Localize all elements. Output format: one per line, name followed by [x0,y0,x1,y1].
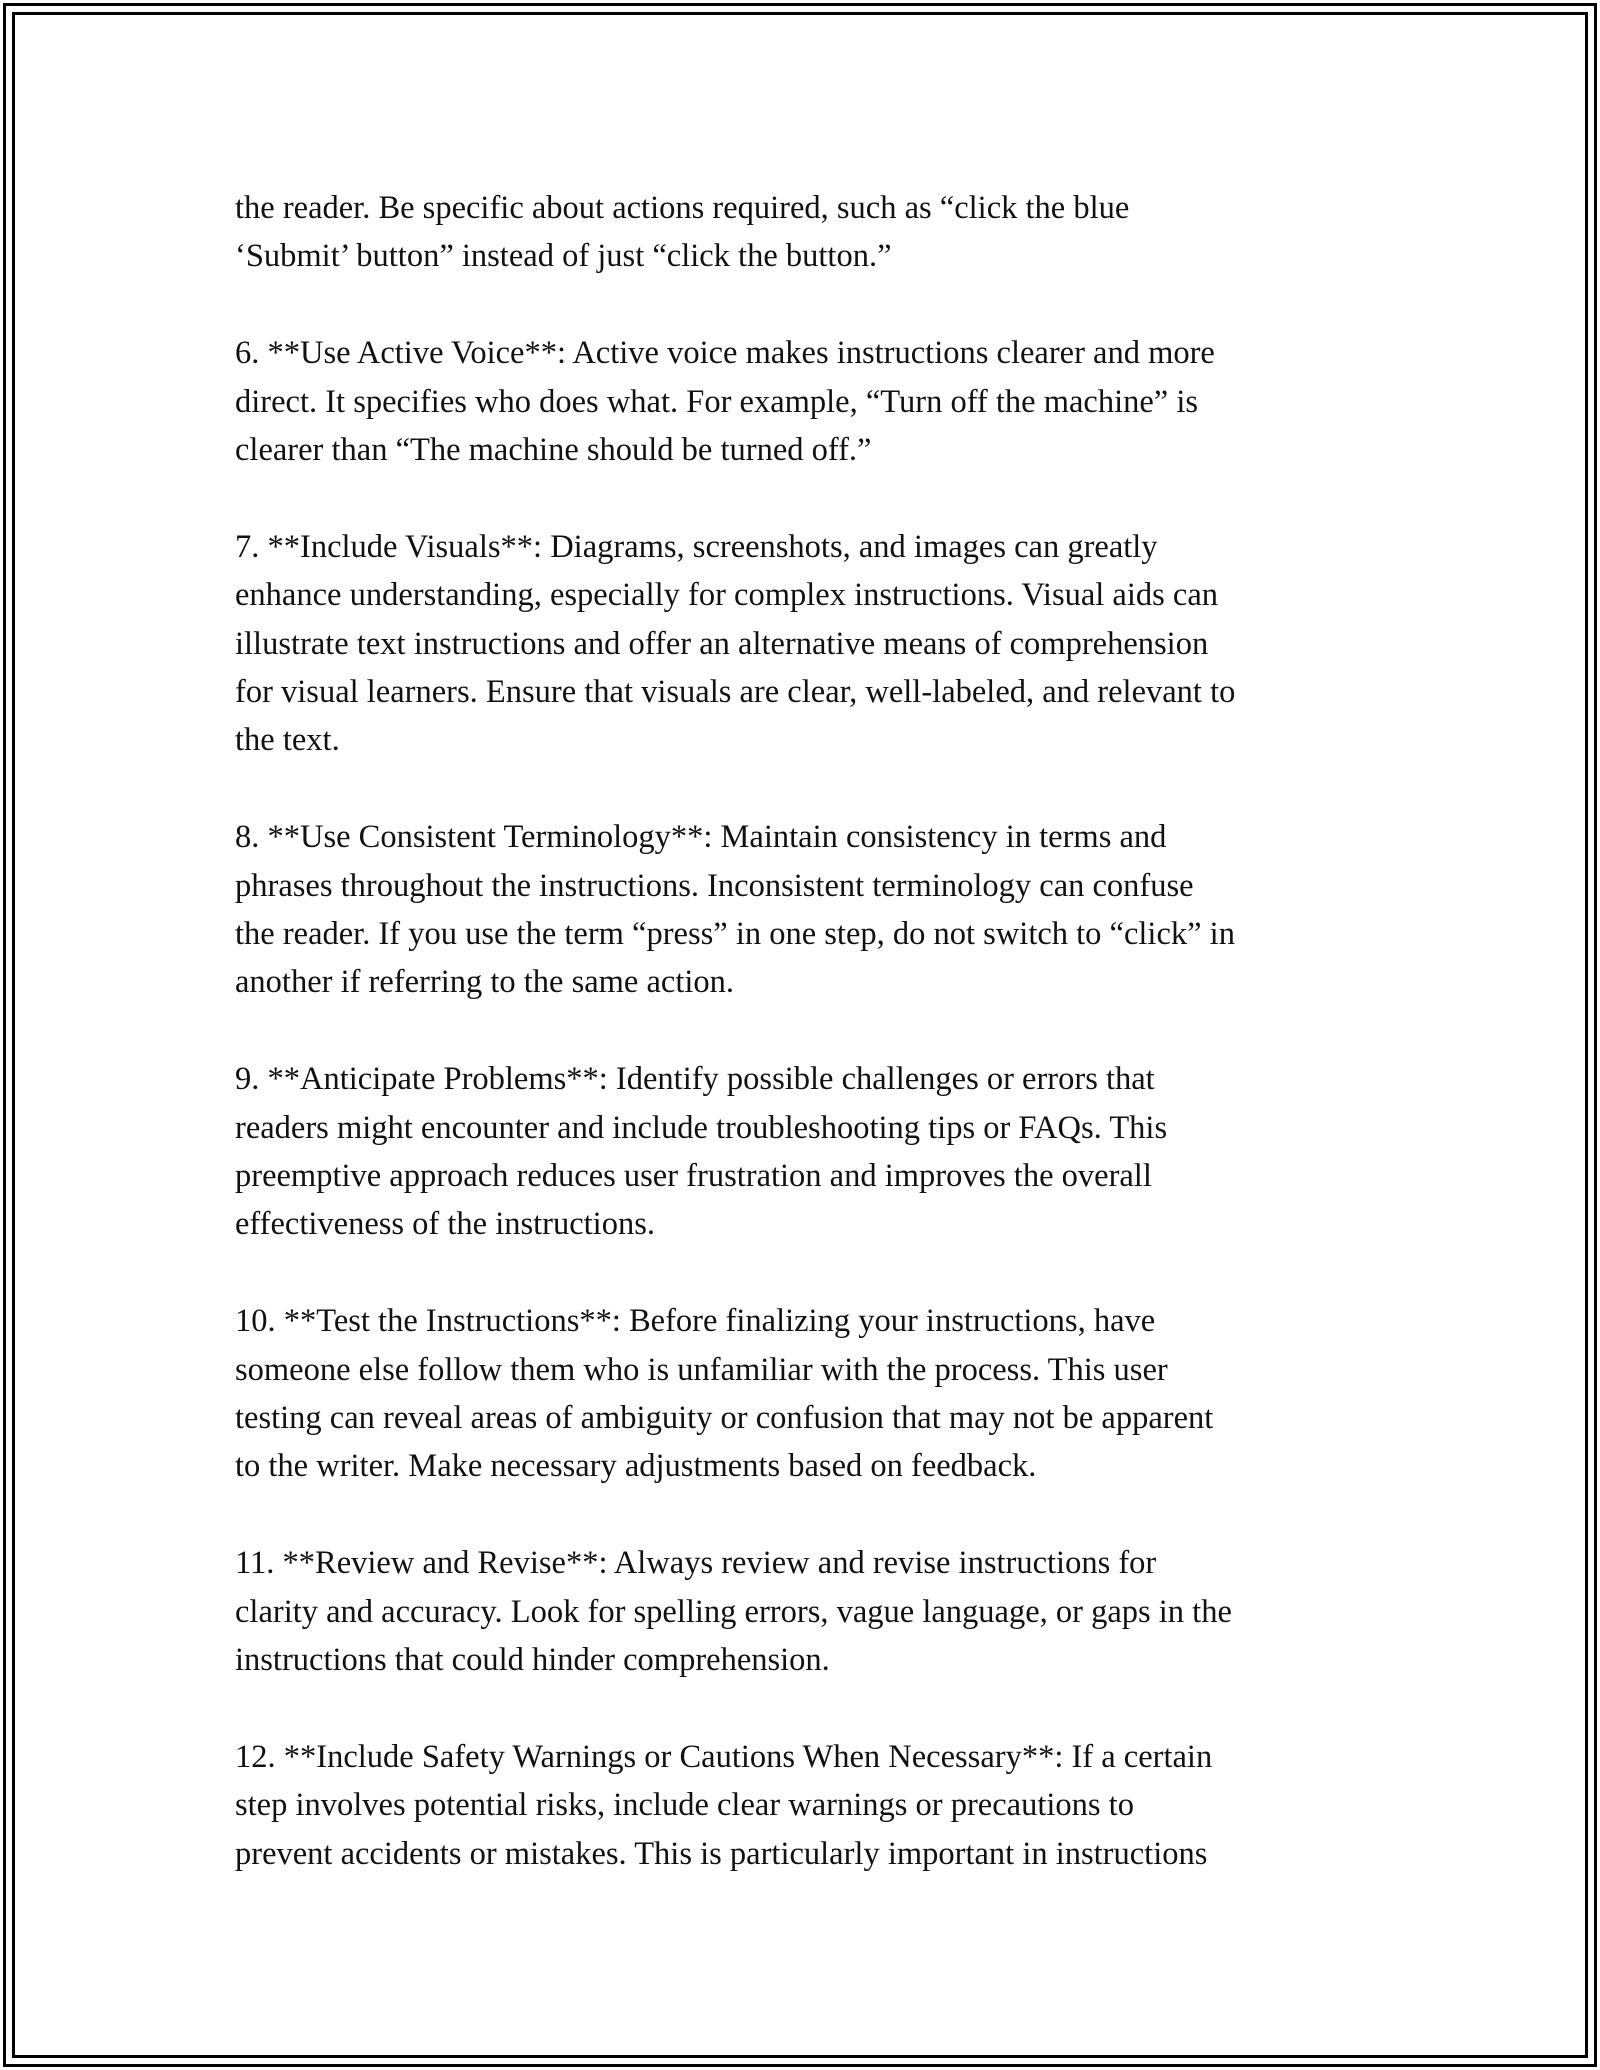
document-body [235,184,1375,1878]
paragraph-item-6: 6. **Use Active Voice**: Active voice makes instructions clearer and more direct. It specifies who does what. For example, “Turn off the machine” is clearer than “The machine should be turned off.” [235,335,1215,469]
paragraph-continuation: the reader. Be specific about actions required, such as “click the blue ‘Submit’ button” instead of just “click the button.” [235,190,1130,275]
paragraph-item-12: 12. **Include Safety Warnings or Cautions When Necessary**: If a certain step involves potential risks, include clear warnings or precautions to prevent accidents or mistakes. This is particularly important in instructions [235,1738,1213,1872]
paragraph-item-9: 9. **Anticipate Problems**: Identify possible challenges or errors that readers might encounter and include troubleshooting tips or FAQs. This preemptive approach reduces user frustration and improves the overall effectiveness of the instructions. [235,1061,1168,1243]
paragraph-item-11: 11. **Review and Revise**: Always review and revise instructions for clarity and accuracy. Look for spelling errors, vague language, or gaps in the instructions that could hinder comprehension. [235,1545,1232,1679]
paragraph-item-10: 10. **Test the Instructions**: Before finalizing your instructions, have someone else follow them who is unfamiliar with the process. This user testing can reveal areas of ambiguity or confusion that may not be apparent to the writer. Make necessary adjustments based on feedback. [235,1303,1214,1485]
paragraph-item-8: 8. **Use Consistent Terminology**: Maintain consistency in terms and phrases throughout the instructions. Inconsistent terminology can confuse the reader. If you use the term “press” in one step, do not switch to “click” in another if referring to the same action. [235,819,1235,1001]
paragraph-item-7: 7. **Include Visuals**: Diagrams, screenshots, and images can greatly enhance understanding, especially for complex instructions. Visual aids can illustrate text instructions and offer an alternative means of comprehension for visual learners. Ensure that visuals are clear, well-labeled, and relevant to the text. [235,528,1236,759]
